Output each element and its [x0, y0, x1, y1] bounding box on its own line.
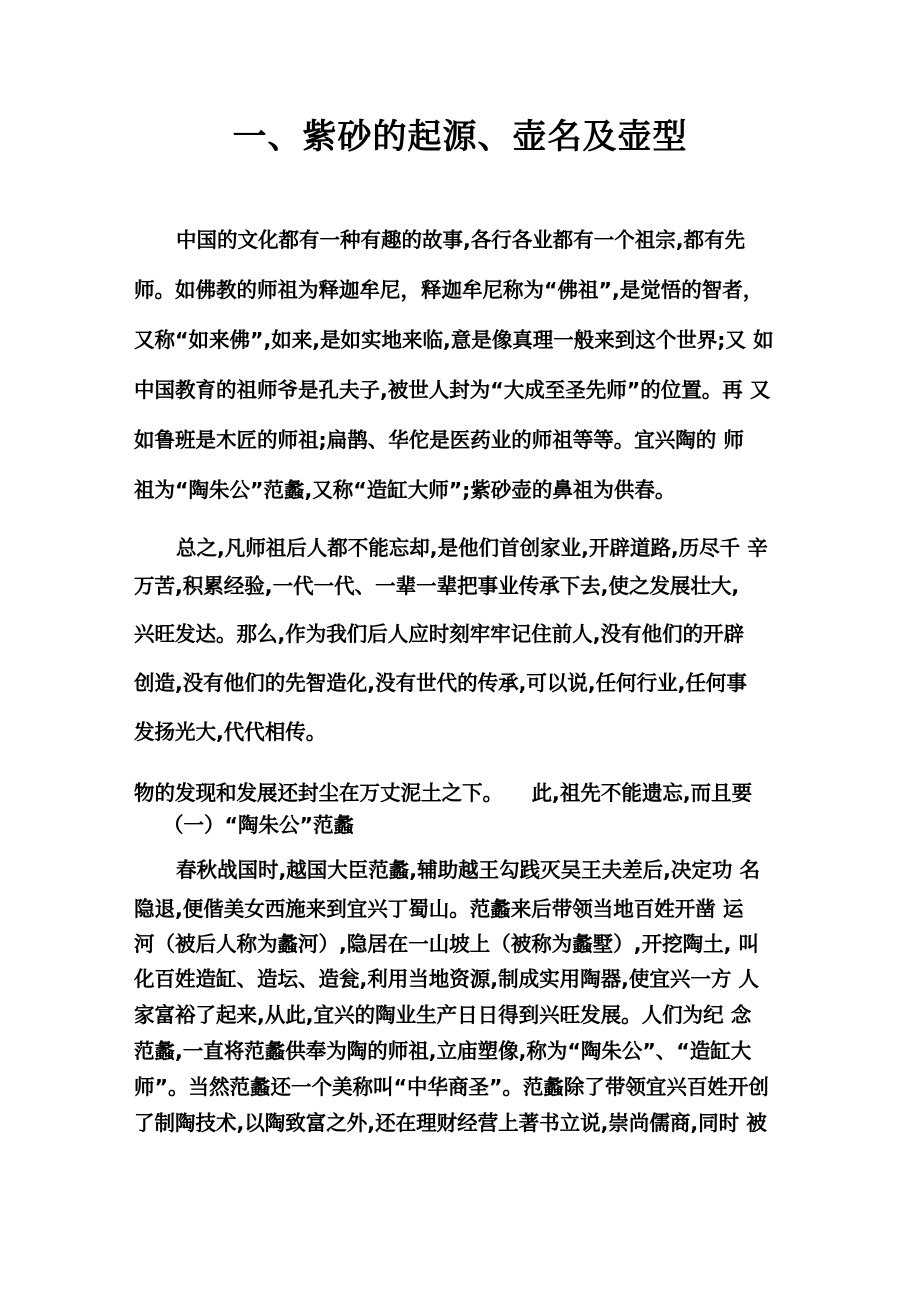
paragraph-1-line: 又称“如来佛”,如来,是如实地来临,意是像真理一般来到这个世界;又 如: [134, 328, 774, 352]
paragraph-1-line: 师。如佛教的师祖为释迦牟尼，释迦牟尼称为“佛祖”,是觉悟的智者，: [134, 278, 764, 302]
paragraph-3-line: 河（被后人称为蠡河）,隐居在一山坡上（被称为蠡墅）,开挖陶土, 叫: [134, 932, 759, 956]
paragraph-3-line: 化百姓造缸、造坛、造瓮,利用当地资源,制成实用陶器,使宜兴一方 人: [134, 967, 759, 991]
paragraph-3-line: 师”。当然范蠡还一个美称叫“中华商圣”。范蠡除了带领宜兴百姓开创: [134, 1075, 769, 1099]
paragraph-2-line: 发扬光大,代代相传。: [134, 720, 327, 744]
paragraph-3-line: 隐退,便偕美女西施来到宜兴丁蜀山。范蠡来后带领当地百姓开凿 运: [134, 897, 744, 921]
paragraph-2-line: 万苦,积累经验,一代一代、一辈一辈把事业传承下去,使之发展壮大,: [134, 574, 740, 598]
page-title: 一、紫砂的起源、壶名及壶型: [232, 117, 688, 157]
paragraph-3-line: 家富裕了起来,从此,宜兴的陶业生产日日得到兴旺发展。人们为纪 念: [134, 1003, 752, 1027]
paragraph-2-line: 创造,没有他们的先智造化,没有世代的传承,可以说,任何行业,任何事: [134, 671, 747, 695]
paragraph-2-line: 兴旺发达。那么,作为我们后人应时刻牢牢记住前人,没有他们的开辟: [134, 622, 745, 646]
paragraph-1-line: 如鲁班是木匠的师祖;扁鹊、华佗是医药业的师祖等等。宜兴陶的 师: [134, 428, 744, 452]
paragraph-3-line: 春秋战国时,越国大臣范蠡,辅助越王勾践灭吴王夫差后,决定功 名: [176, 858, 760, 882]
paragraph-2-line: 总之,凡师祖后人都不能忘却,是他们首创家业,开辟道路,历尽千 辛: [176, 536, 768, 560]
misplaced-text-line: 物的发现和发展还封尘在万丈泥土之下。 此,祖先不能遗忘,而且要: [134, 781, 753, 805]
paragraph-1-line: 中国教育的祖师爷是孔夫子,被世人封为“大成至圣先师”的位置。再 又: [134, 378, 771, 402]
section-subheading: （一）“陶朱公”范蠡: [163, 813, 354, 837]
paragraph-1-line: 中国的文化都有一种有趣的故事,各行各业都有一个祖宗,都有先: [176, 228, 746, 252]
paragraph-1-line: 祖为“陶朱公”范蠡,又称“造缸大师”;紫砂壶的鼻祖为供春。: [134, 478, 676, 502]
paragraph-3-line: 了制陶技术,以陶致富之外,还在理财经营上著书立说,崇尚儒商,同时 被: [134, 1111, 767, 1135]
paragraph-3-line: 范蠡,一直将范蠡供奉为陶的师祖,立庙塑像,称为“陶朱公”、“造缸大: [134, 1039, 752, 1063]
